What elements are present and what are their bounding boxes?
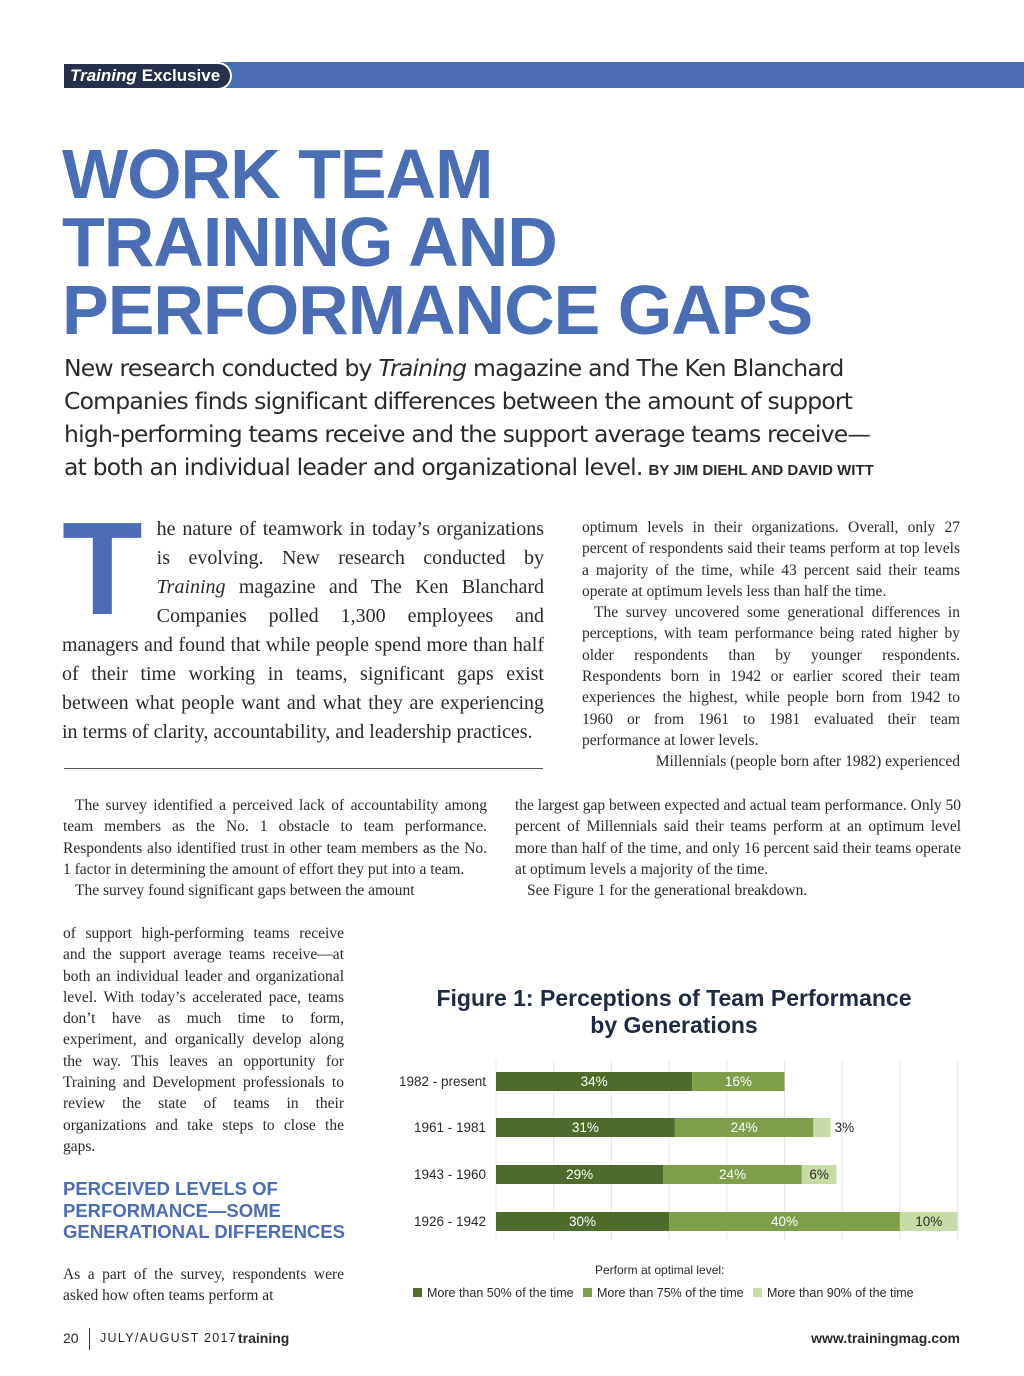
legend-swatch: [583, 1288, 592, 1297]
bar-segment: [813, 1118, 830, 1137]
body-paragraph: As a part of the survey, respondents were asked how often teams perform at: [63, 1266, 344, 1305]
body-paragraph: optimum levels in their organizations. Overall, only 27 percent of respondents said their teams perform at top levels a majority of the time, while 43 percent said their teams operate at optimum levels less than half the time.: [582, 519, 960, 600]
figure-title-line-2: by Generations: [590, 1012, 758, 1038]
data-label: 24%: [730, 1120, 758, 1135]
article-deck: [64, 352, 964, 487]
magazine-name: training: [238, 1330, 290, 1346]
category-label: 1926 - 1942: [413, 1214, 486, 1229]
page-number: 20: [63, 1330, 79, 1346]
intro-paragraph: [62, 495, 544, 747]
data-label: 3%: [834, 1120, 855, 1135]
body-paragraph: See Figure 1 for the generational breakdown.: [527, 882, 808, 900]
data-label: 6%: [809, 1167, 829, 1182]
deck-line-2: Companies finds significant differences between the amount of support: [64, 387, 853, 415]
section-subhead: PERCEIVED LEVELS OF PERFORMANCE—SOME GENERATIONAL DIFFERENCES: [63, 1178, 345, 1242]
stacked-bar-chart: [380, 1060, 970, 1310]
figure-title-line-1: Figure 1: Perceptions of Team Performance: [436, 985, 912, 1011]
data-label: 30%: [569, 1214, 597, 1229]
left-column-bottom: [63, 1264, 344, 1307]
legend-label: More than 75% of the time: [597, 1286, 744, 1300]
category-label: 1961 - 1981: [413, 1120, 486, 1135]
category-label: 1943 - 1960: [413, 1167, 486, 1182]
data-label: 31%: [571, 1120, 599, 1135]
section-tab-italic: Training: [70, 66, 137, 85]
left-column-narrow: [63, 923, 344, 1157]
intro-text: magazine and The Ken Blanchard Companies polled 1,300 employees and managers and found that while people spend more than half of their time working in teams, significant gaps exist between what people want and what they are experiencing in terms of clarity, accountability, and leadership practices.: [62, 576, 544, 743]
deck-text: New research conducted by: [64, 354, 379, 382]
body-paragraph: Millennials (people born after 1982) experienced: [655, 753, 960, 771]
intro-text: he nature of teamwork in today’s organizations is evolving. New research conducted by: [156, 518, 544, 569]
page-footer: [63, 1328, 960, 1352]
issue-date: JULY/AUGUST 2017: [100, 1331, 238, 1345]
right-column-top: [582, 517, 960, 773]
headline-line-3: PERFORMANCE GAPS: [62, 271, 813, 349]
data-label: 16%: [724, 1074, 752, 1089]
right-column-bottom: [515, 795, 961, 901]
body-paragraph: of support high-performing teams receive and the support average teams receive—at both an individual leader and organizational level. With today’s accelerated pace, teams don’t have as much time to form, experiment, and organically develop along the way. This leaves an opportunity for Training and Development professionals to review the state of teams in their organizations and take steps to close the gaps.: [63, 925, 344, 1155]
intro-italic: Training: [156, 576, 226, 598]
data-label: 10%: [915, 1214, 943, 1229]
category-label: 1982 - present: [398, 1074, 486, 1089]
byline: BY JIM DIEHL AND DAVID WITT: [648, 462, 874, 479]
legend-title: Perform at optimal level:: [595, 1263, 725, 1277]
body-paragraph: The survey found significant gaps between the amount: [75, 882, 415, 900]
section-tab-label: Exclusive: [141, 66, 221, 85]
figure-title: [390, 985, 958, 1039]
body-paragraph: the largest gap between expected and actual team performance. Only 50 percent of Millennials said their teams perform at an optimum level more than half of the time, and only 16 percent said their teams operate at optimum levels a majority of the time.: [515, 797, 962, 878]
data-label: 40%: [770, 1214, 799, 1229]
legend-swatch: [753, 1288, 762, 1297]
legend-label: More than 50% of the time: [427, 1286, 574, 1300]
data-label: 34%: [580, 1074, 608, 1089]
divider: [64, 768, 543, 769]
data-label: 24%: [719, 1167, 747, 1182]
deck-line-4: at both an individual leader and organizational level.: [64, 453, 643, 481]
deck-line-3: high-performing teams receive and the support average teams receive—: [64, 420, 871, 448]
data-label: 29%: [566, 1167, 594, 1182]
headline-line-1: WORK TEAM: [62, 135, 493, 213]
deck-italic: Training: [378, 354, 467, 382]
footer-divider: [89, 1328, 90, 1350]
deck-text: magazine and The Ken Blanchard: [466, 354, 844, 382]
section-tab: [64, 62, 232, 90]
drop-cap: T: [62, 495, 143, 642]
legend-swatch: [413, 1288, 422, 1297]
body-paragraph: The survey identified a perceived lack of accountability among team members as the No. 1 obstacle to team performance. Respondents also identified trust in other team members as the No. 1 factor in determining the amount of effort they put into a team.: [63, 797, 487, 878]
body-paragraph: The survey uncovered some generational differences in perceptions, with team performance being rated higher by older respondents than by younger respondents. Respondents born in 1942 or earlier scored their team experiences the highest, while people born from 1942 to 1960 or from 1961 to 1981 evaluated their team performance at lower levels.: [582, 604, 960, 749]
article-headline: [62, 135, 962, 349]
website-url: www.trainingmag.com: [811, 1330, 960, 1346]
headline-line-2: TRAINING AND: [62, 203, 557, 281]
legend-label: More than 90% of the time: [767, 1286, 914, 1300]
left-column-top: [63, 795, 487, 901]
